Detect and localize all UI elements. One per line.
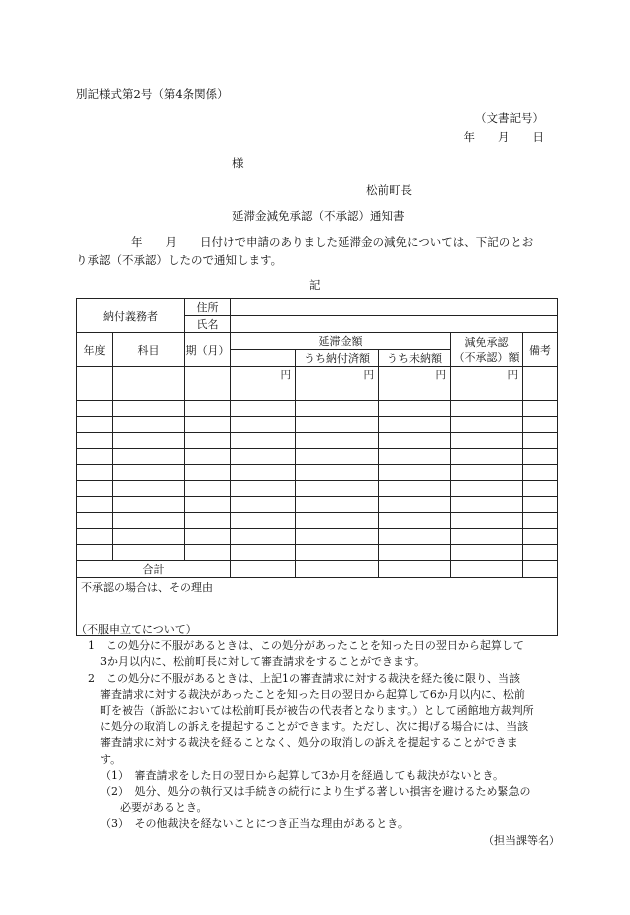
cell [296,529,379,545]
col-period: 期（月） [185,333,231,367]
yen-paid: 円 [296,367,379,401]
note-item-1-line-2: 3か月以内に、松前町長に対して審査請求をすることができます。 [100,655,426,669]
cell [185,465,231,481]
cell [231,449,296,465]
note-item-2-line-4: に処分の取消しの訴えを提起することができます。ただし、次に掲げる場合には、当該 [100,720,529,734]
appeal-notes [76,622,560,849]
note-item-2-line-2: 審査請求に対する裁決があったことを知った日の翌日から起算して6か月以内に、松前 [100,687,525,701]
cell [451,481,523,497]
cell [113,545,185,561]
cell [523,545,558,561]
total-late-fee [231,561,296,578]
cell [113,433,185,449]
cell [77,417,113,433]
col-relief-line-1: 減免承認 [464,335,509,349]
col-relief-line-2: （不承認）額 [453,350,520,364]
cell [185,497,231,513]
col-remarks: 備考 [523,333,558,367]
cell [451,529,523,545]
cell [379,449,451,465]
cell [379,497,451,513]
cell [77,545,113,561]
data-row [77,529,558,545]
cell [185,449,231,465]
cell [231,465,296,481]
col-late-fee: 延滞金額 [231,333,451,350]
cell [296,465,379,481]
cell [296,513,379,529]
cell [523,481,558,497]
cell [231,433,296,449]
sub-item-1: （1） 審査請求をした日の翌日から起算して3か月を経過しても裁決がないとき。 [100,768,505,782]
cell [113,449,185,465]
cell [379,401,451,417]
cell [231,481,296,497]
total-label: 合計 [77,561,231,578]
cell [296,417,379,433]
cell [523,401,558,417]
cell [113,401,185,417]
cell [185,529,231,545]
cell [231,497,296,513]
cell-remarks [523,367,558,401]
cell [113,481,185,497]
col-year: 年度 [77,333,113,367]
cell [77,529,113,545]
cell [379,417,451,433]
data-row [77,417,558,433]
cell [523,417,558,433]
cell [231,401,296,417]
cell [113,529,185,545]
cell [451,545,523,561]
cell [296,433,379,449]
cell [113,497,185,513]
document-title: 延滞金減免承認（不承認）通知書 [232,209,405,223]
data-row [77,433,558,449]
cell [523,449,558,465]
col-paid: うち納付済額 [296,350,379,367]
cell [451,465,523,481]
cell [523,513,558,529]
col-item: 科目 [113,333,185,367]
cell [77,401,113,417]
address-value [231,299,558,316]
body-text-line-2: り承認（不承認）したので通知します。 [76,253,283,267]
cell [523,497,558,513]
obligor-label: 納付義務者 [77,299,185,333]
cell [185,481,231,497]
cell-item [113,367,185,401]
cell [77,465,113,481]
sender-name: 松前町長 [366,183,412,197]
address-row [77,299,558,316]
note-item-2-line-1: 2 この処分に不服があるときは、上記1の審査請求に対する裁決を経た後に限り、当該 [88,671,520,685]
note-item-1-line-1: 1 この処分に不服があるときは、この処分があったことを知った日の翌日から起算して [88,639,524,653]
col-late-fee-total [231,350,296,367]
data-row [77,481,558,497]
cell [296,401,379,417]
cell [296,481,379,497]
cell [451,433,523,449]
cell [231,513,296,529]
notes-heading: （不服申立てについて） [76,623,197,636]
cell [379,481,451,497]
cell [523,465,558,481]
cell [523,529,558,545]
cell [113,513,185,529]
late-fee-table-grid [76,298,558,636]
cell [451,449,523,465]
document-number: （文書記号） [475,111,544,125]
data-row [77,545,558,561]
cell [231,417,296,433]
cell [113,417,185,433]
sub-item-3: （3） その他裁決を経ないことにつき正当な理由があるとき。 [100,817,409,831]
cell [77,481,113,497]
data-row [77,465,558,481]
cell [296,545,379,561]
cell [379,513,451,529]
issue-date: 年 月 日 [463,130,544,144]
form-label: 別記様式第2号（第4条関係） [76,87,229,101]
cell [231,529,296,545]
addressee-suffix: 様 [232,156,244,170]
sub-item-2-line-2: 必要があるとき。 [120,801,208,815]
cell [451,401,523,417]
header-row-1 [77,333,558,350]
cell [296,449,379,465]
cell [451,513,523,529]
data-row [77,513,558,529]
total-row [77,561,558,578]
cell [451,417,523,433]
cell [451,497,523,513]
data-row [77,449,558,465]
body-text-line-1: 年 月 日付けで申請のありました延滞金の減免については、下記のとお [108,235,534,249]
col-relief [451,333,523,367]
yen-unpaid: 円 [379,367,451,401]
cell [77,497,113,513]
sub-item-2-line-1: （2） 処分、処分の執行又は手続きの続行により生ずる著しい損害を避けるため緊急の [100,785,531,799]
cell [231,545,296,561]
note-item-2-line-3: 町を被告（訴訟においては松前町長が被告の代表者となります。）として函館地方裁判所 [100,704,534,718]
cell [77,513,113,529]
reason-label: 不承認の場合は、その理由 [77,578,558,636]
total-relief [451,561,523,578]
yen-late-fee: 円 [231,367,296,401]
cell [77,449,113,465]
total-unpaid [379,561,451,578]
cell [379,545,451,561]
department-name: （担当課等名） [483,833,560,847]
cell-year [77,367,113,401]
cell [185,433,231,449]
data-row [77,401,558,417]
cell [185,417,231,433]
cell [77,433,113,449]
data-row [77,497,558,513]
name-value [231,316,558,333]
note-item-2-line-5: 審査請求に対する裁決を経ることなく、処分の取消しの訴えを提起することができま [100,736,518,750]
cell [379,433,451,449]
cell [379,529,451,545]
cell [185,545,231,561]
total-remarks [523,561,558,578]
address-label: 住所 [185,299,231,316]
cell [296,497,379,513]
cell [185,401,231,417]
cell [113,465,185,481]
cell [185,513,231,529]
cell [523,433,558,449]
cell [379,465,451,481]
col-unpaid: うち未納額 [379,350,451,367]
cell-period [185,367,231,401]
note-item-2-line-6: す。 [100,752,122,766]
total-paid [296,561,379,578]
data-row [77,367,558,401]
name-label: 氏名 [185,316,231,333]
yen-relief: 円 [451,367,523,401]
ki-label: 記 [309,278,321,292]
